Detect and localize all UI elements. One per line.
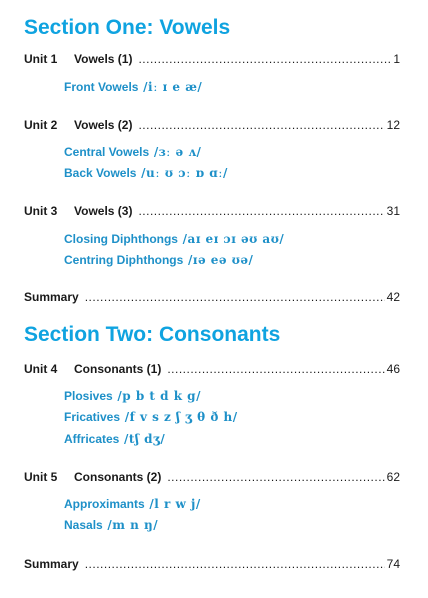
unit-name: Vowels (1) [74,52,133,66]
unit-number: Unit 3 [24,204,58,218]
phonetic-symbols: /l r w j/ [144,497,201,511]
page-number: 12 [386,118,400,132]
toc-subentry[interactable] [64,432,165,446]
subentry-label: Plosives [64,389,113,403]
unit-number: Unit 1 [24,52,58,66]
phonetic-symbols: /ɜː ə ʌ/ [149,145,202,159]
dot-leader [138,204,384,218]
phonetic-symbols: /m n ŋ/ [102,518,159,532]
toc-entry-unit-4[interactable] [24,362,400,376]
subentry-label: Back Vowels [64,166,137,180]
phonetic-symbols: /uː ʊ ɔː ɒ ɑː/ [136,166,228,180]
unit-number: Unit 2 [24,118,58,132]
toc-subentry[interactable] [64,253,253,267]
page-number: 31 [386,204,400,218]
phonetic-symbols: /iː ɪ e æ/ [138,80,203,94]
subentry-label: Nasals [64,518,103,532]
toc-entry-unit-5[interactable] [24,470,400,484]
unit-number: Unit 5 [24,470,58,484]
dot-leader [167,470,384,484]
toc-entry-unit-1[interactable] [24,52,400,66]
phonetic-symbols: /aɪ eɪ ɔɪ əʊ aʊ/ [177,232,285,246]
section-title: Section One: Vowels [24,16,231,39]
page-number: 42 [386,290,400,304]
phonetic-symbols: /f v s z ʃ ʒ θ ð h/ [120,410,238,424]
toc-subentry[interactable] [64,145,201,159]
subentry-label: Affricates [64,432,120,446]
summary-label: Summary [24,290,79,304]
toc-subentry[interactable] [64,518,158,532]
dot-leader [138,118,384,132]
unit-name: Vowels (3) [74,204,133,218]
subentry-label: Central Vowels [64,145,150,159]
toc-subentry[interactable] [64,80,202,94]
toc-entry-summary[interactable] [24,557,400,571]
unit-name: Consonants (2) [74,470,162,484]
unit-name: Consonants (1) [74,362,162,376]
subentry-label: Closing Diphthongs [64,232,178,246]
dot-leader [167,362,384,376]
phonetic-symbols: /ɪə eə ʊə/ [183,253,254,267]
subentry-label: Fricatives [64,410,121,424]
page-number: 62 [386,470,400,484]
summary-label: Summary [24,557,79,571]
toc-entry-unit-3[interactable] [24,204,400,218]
toc-subentry[interactable] [64,166,228,180]
subentry-label: Approximants [64,497,145,511]
toc-subentry[interactable] [64,389,201,403]
phonetic-symbols: /tʃ dʒ/ [119,432,166,446]
dot-leader [85,557,385,571]
dot-leader [85,290,385,304]
page-number: 74 [386,557,400,571]
toc-subentry[interactable] [64,497,201,511]
subentry-label: Front Vowels [64,80,139,94]
unit-name: Vowels (2) [74,118,133,132]
toc-entry-unit-2[interactable] [24,118,400,132]
unit-number: Unit 4 [24,362,58,376]
section-title: Section Two: Consonants [24,323,281,346]
subentry-label: Centring Diphthongs [64,253,184,267]
toc-subentry[interactable] [64,232,284,246]
dot-leader [138,52,391,66]
toc-subentry[interactable] [64,410,238,424]
page-number: 1 [393,52,400,66]
toc-entry-summary[interactable] [24,290,400,304]
phonetic-symbols: /p b t d k g/ [112,389,201,403]
page-number: 46 [386,362,400,376]
